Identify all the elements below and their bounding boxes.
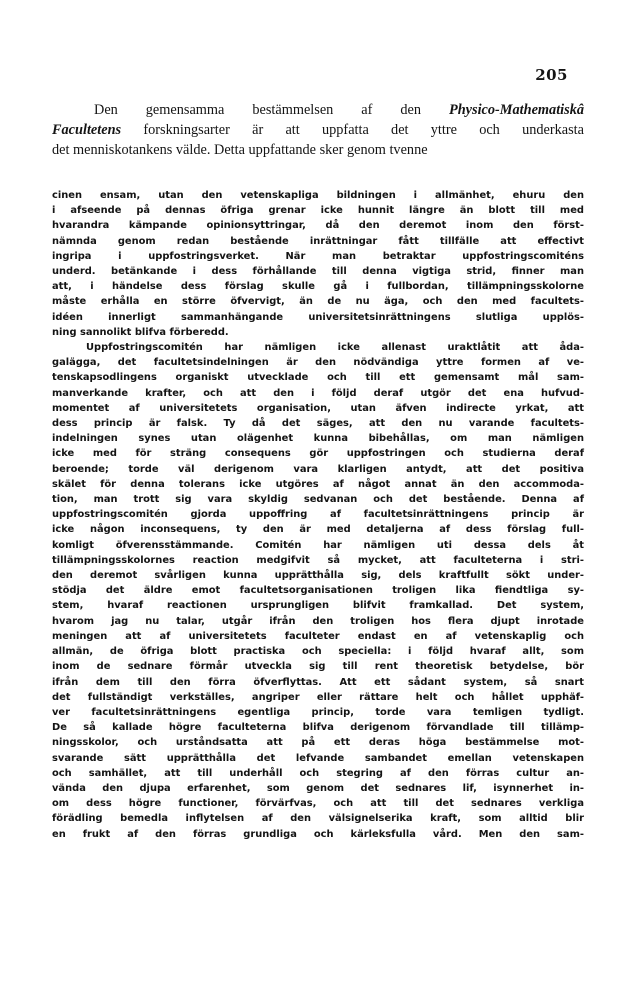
text-line: tion, man trott sig vara skyldig sedvanan och det bestående. Denna af bbox=[52, 494, 584, 506]
text-line: nämnda genom redan bestående inrättningar fått tillfälle att effectivt bbox=[52, 235, 584, 247]
text-line: cinen ensam, utan den vetenskapliga bildningen i allmänhet, ehuru den bbox=[52, 190, 584, 201]
text-line: en frukt af den förras grundliga och kärleksfulla vård. Men den sam- bbox=[52, 828, 584, 840]
text-line: icke någon inconsequens, ty den är med detaljerna af dess förslag full- bbox=[52, 524, 584, 536]
text-line: dess princip är falsk. Ty då det säges, att den nu varande facultets- bbox=[52, 418, 584, 430]
text-line: hvarandra kämpande opinionsyttringar, då den deremot inom den först- bbox=[52, 220, 584, 232]
text-line: beroende; torde väl derigenom vara klarligen antydt, att det positiva bbox=[52, 463, 584, 475]
text-line: skälet för denna tolerans icke utgöres af något annat än den accommoda- bbox=[52, 478, 584, 490]
text-line: vända den djupa erfarenhet, som genom det sednares lif, isynnerhet in- bbox=[52, 782, 584, 794]
text-line: tillämpningsskolornes reaction medgifvit så mycket, att faculteterna i stri- bbox=[52, 554, 584, 566]
text-line: den deremot svårligen kunna upprätthålla sig, dels kraftfullt sökt under- bbox=[52, 570, 584, 582]
text-line: uppfostringscomitén gjorda uppoffring af facultetsinrättningens princip är bbox=[52, 509, 584, 521]
text-line: i afseende på dennas öfriga grenar icke hunnit längre än blott till med bbox=[52, 205, 584, 217]
text-line: och samhället, att till underhåll och stegring af den förras cultur an- bbox=[52, 767, 584, 779]
text-line: förädling bemedla inflytelsen af den välsignelserika kraft, som alltid blir bbox=[52, 813, 584, 825]
text-line: hvarom jag nu talar, utgår ifrån den troligen hos flera djupt inrotade bbox=[52, 615, 584, 627]
text-line: tenskapsodlingens organiskt utvecklade och till ett gemensamt mål sam- bbox=[52, 372, 584, 384]
text-line: galägga, det facultetsindelningen är den nödvändiga yttre formen af ve- bbox=[52, 357, 584, 369]
intro-text: Den gemensamma bestämmelsen af den bbox=[94, 102, 449, 118]
text-line: idéen innerligt sammanhängande universitetsinrättningens slutliga upplös- bbox=[52, 311, 584, 323]
faculty-name: Physico-Mathematiskâ bbox=[448, 102, 584, 118]
intro-line bbox=[52, 100, 584, 120]
body-text bbox=[52, 188, 584, 842]
intro-line bbox=[52, 120, 584, 140]
text-line: stödja det äldre emot facultetsorganisationen troligen lika fiendtliga sy- bbox=[52, 585, 584, 597]
intro-paragraph bbox=[52, 100, 584, 160]
text-line: momentet af universitetets organisation, utan äfven indirecte yrkat, att bbox=[52, 402, 584, 414]
text-line: att, i händelse dess förslag skulle gå i fullbordan, tillämpningsskolorne bbox=[52, 281, 584, 293]
text-line: allmän, de öfriga blott practiska och speciella: i följd hvaraf allt, som bbox=[52, 646, 584, 658]
text-line: komligt öfverensstämmande. Comitén har nämligen uti dessa dels åt bbox=[52, 539, 584, 551]
text-line: stem, hvaraf reactionen ursprungligen blifvit framkallad. Det system, bbox=[52, 600, 584, 612]
text-line: De så kallade högre faculteterna blifva derigenom förvandlade till tillämp- bbox=[52, 722, 584, 734]
text-line: underd. betänkande i dess förhållande till denna vigtiga strid, finner man bbox=[52, 266, 584, 278]
faculty-name: Facultetens bbox=[52, 122, 122, 138]
text-line: icke med för sträng consequens gör uppfostringen och studierna deraf bbox=[52, 448, 584, 460]
text-line: meningen att af universitetets faculteter endast en af vetenskaplig och bbox=[52, 630, 584, 642]
text-line: ingripa i uppfostringsverket. När man betraktar uppfostringscomiténs bbox=[52, 250, 584, 262]
intro-line: det menniskotankens välde. Detta uppfattande sker genom tvenne bbox=[52, 142, 428, 158]
text-line: Uppfostringscomitén har nämligen icke allenast uraktlåtit att åda- bbox=[86, 342, 584, 354]
text-line: manverkande krafter, och att den i följd deraf utgör det ena hufvud- bbox=[52, 387, 584, 399]
text-line: ver facultetsinrättningens egentliga princip, torde vara temligen tydligt. bbox=[52, 706, 584, 718]
text-line: inom de sednare förmår utveckla sig till rent theoretisk betydelse, bör bbox=[52, 661, 584, 673]
text-line: ifrån dem till den förra öfverflyttas. Att ett sådant system, så snart bbox=[52, 676, 584, 688]
text-line: indelningen synes utan olägenhet kunna bibehållas, om man nämligen bbox=[52, 433, 584, 445]
text-line: ning sannolikt blifva förberedd. bbox=[52, 326, 229, 338]
intro-text: forskningsarter är att uppfatta det yttre och underkasta bbox=[121, 122, 584, 138]
text-line: ningsskolor, och urståndsatta att på ett deras höga bestämmelse mot- bbox=[52, 737, 584, 749]
text-line: svarande sätt upprätthålla det lefvande sambandet emellan vetenskapen bbox=[52, 752, 584, 764]
page-number: 205 bbox=[535, 66, 568, 84]
text-line: om dess högre functioner, förvärfvas, och att till det sednares verkliga bbox=[52, 798, 584, 810]
text-line: måste erhålla en större öfvervigt, än de nu äga, och den med facultets- bbox=[52, 296, 584, 308]
text-line: det fullständigt verkställes, angriper eller rättare helt och hållet upphäf- bbox=[52, 691, 584, 703]
